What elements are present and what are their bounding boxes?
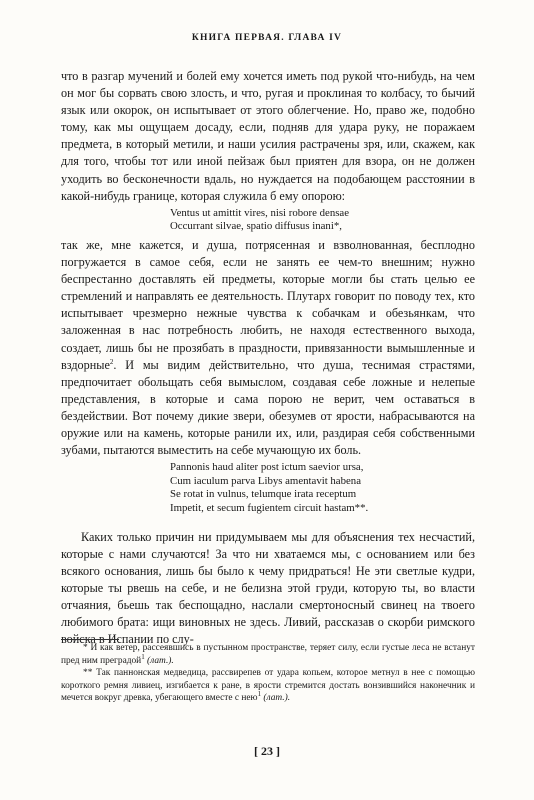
footnote-2-lang: (лат.). bbox=[263, 693, 291, 704]
endnote-marker: 2 bbox=[109, 357, 114, 366]
footnote-1 bbox=[61, 642, 475, 667]
footnote-divider bbox=[61, 639, 119, 640]
paragraph-2-text-a: так же, мне кажется, и душа, потрясенная и взволнованная, бесплодно погружается в самое себя, если не занять ее чем-то внешним; нужно беспрестанно доставлять ей предметы, которые могли бы стать целью ее стремлений и направлять ее деятельность. Плутарх говорит по поводу тех, кто испытывает чрезмерно нежные чувства к собачкам и обезьянкам, что заложенная в нас потребность любить, не находя естественного выхода, создает, лишь бы не прозябать в праздности, привязанности вымышленные и вздорные bbox=[61, 237, 475, 372]
main-text bbox=[61, 68, 475, 648]
footnote-1-lang: (лат.). bbox=[147, 655, 174, 666]
footnote-2-text: ** Так паннонская медведица, рассвирепев от удара копьем, которое метнул в нее с помощью короткого ремня ливиец, изгибается к ране, в ярости стремится достать вонзившийся наконечник и мечется вокруг древка, убегающего вместе с нею bbox=[61, 668, 475, 704]
paragraph-2-text-b: . И мы видим действительно, что душа, теснимая страстями, предпочитает обольщать себя вымыслом, создавая себе ложные и нелепые представления, в которые и сама порою не верит, чем оставаться в бездействии. Вот почему дикие звери, обезумев от ярости, набрасываются на оружие или на камень, которые ранили их, или, раздирая себя собственными зубами, пытаются выместить на себе мучающую их боль. bbox=[61, 357, 475, 458]
footnote-2-marker: 1 bbox=[257, 690, 262, 699]
running-header: КНИГА ПЕРВАЯ. ГЛАВА IV bbox=[191, 33, 343, 43]
verse-quote-1 bbox=[170, 207, 475, 234]
paragraph-3: Каких только причин ни придумываем мы для объяснения тех несчастий, которые с нами случаются! За что ни хватаемся мы, с основанием или без всякого основания, лишь бы было к чему придраться! Не эти светлые кудри, которые ты рвешь на себе, и не белизна этой груди, которую ты, во власти отчаяния, бьешь так беспощадно, наслали смертоносный свинец на твоего любимого брата: ищи виновных не здесь. Ливий, рассказав о скорби римского войска в Испании по слу- bbox=[61, 529, 475, 647]
verse-line: Pannonis haud aliter post ictum saevior ursa, bbox=[170, 461, 364, 474]
page-number: [ 23 ] bbox=[254, 744, 280, 758]
verse-line: Cum iaculum parva Libys amentavit habena bbox=[170, 474, 361, 487]
verse-line: Ventus ut amittit vires, nisi robore densae bbox=[170, 206, 350, 219]
verse-line: Occurrant silvae, spatio diffusus inani*, bbox=[170, 220, 342, 233]
footnotes bbox=[61, 642, 475, 705]
verse-quote-2 bbox=[170, 461, 475, 515]
verse-line: Impetit, et secum fugientem circuit hastam**. bbox=[170, 501, 369, 514]
footnote-1-text: * И как ветер, рассеявшись в пустынном пространстве, теряет силу, если густые леса не встанут пред ним преградой bbox=[61, 643, 475, 666]
paragraph-1: что в разгар мучений и болей ему хочется иметь под рукой что-нибудь, на чем он мог бы сорвать свою злость, и что, ругая и проклиная то колбасу, то бычий язык или окорок, он испытывает от этого облегчение. Но, право же, подобно тому, как мы ощущаем досаду, если, подняв для удара руку, не поражаем предмета, в который метили, и наши усилия растрачены зря, или, скажем, как для того, чтобы тот или иной пейзаж был приятен для взора, он не должен уходить во бесконечности вдаль, но нуждается на подобающем расстоянии в какой-нибудь границе, которая служила б ему опорою: bbox=[61, 69, 475, 203]
verse-line: Se rotat in vulnus, telumque irata receptum bbox=[170, 488, 357, 501]
paragraph-2 bbox=[61, 237, 475, 459]
paragraph-gap bbox=[61, 519, 475, 529]
footnote-2 bbox=[61, 667, 475, 705]
footnote-1-marker: 1 bbox=[141, 652, 145, 661]
